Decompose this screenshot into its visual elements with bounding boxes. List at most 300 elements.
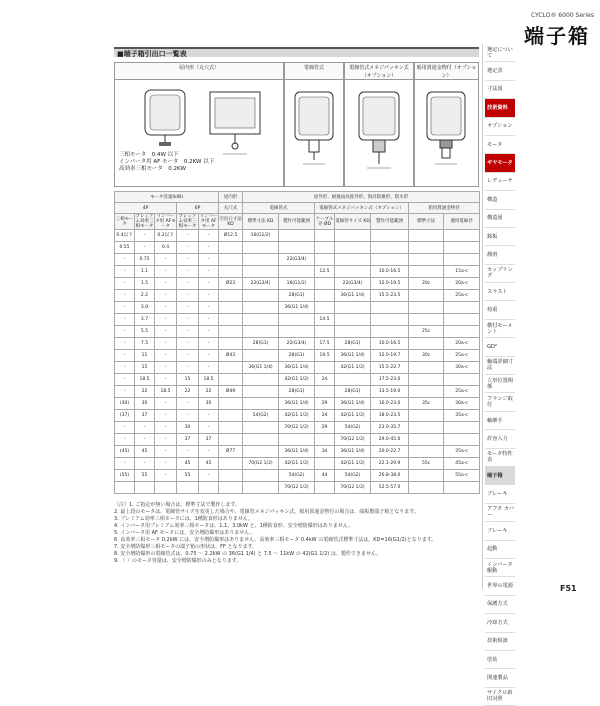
table-cell: -	[177, 314, 199, 326]
table-cell	[243, 434, 279, 446]
th-premium: プレミアム効率三相モータ	[135, 214, 154, 229]
table-cell	[315, 326, 335, 338]
table-cell	[243, 350, 279, 362]
table-cell	[409, 302, 444, 314]
table-row	[115, 326, 480, 338]
table-cell: 42(G1 1/2)	[335, 458, 371, 470]
sidebar-item[interactable]: オプション	[485, 118, 515, 136]
table-cell: 19.5	[315, 350, 335, 362]
table-cell: -	[135, 434, 155, 446]
illustration-marine	[414, 80, 479, 187]
table-cell: 15.5-22.7	[371, 362, 409, 374]
table-cell: -	[177, 290, 199, 302]
sidebar-item[interactable]: 軸継手	[485, 412, 515, 430]
table-cell: -	[155, 290, 177, 302]
sidebar-item[interactable]: GD²	[485, 338, 515, 356]
th-std-size: 標準寸法 KD	[243, 214, 279, 230]
table-cell: 0.75	[135, 254, 155, 266]
footnote: （注）1. ご指定が無い場合は、標準寸法で製作します。	[114, 502, 240, 508]
illustration-meneji	[344, 80, 414, 187]
sidebar-item[interactable]: 許容入力	[485, 430, 515, 448]
sidebar-item[interactable]: 軸端詳細寸法	[485, 357, 515, 375]
sidebar-item[interactable]: 冷却方式	[485, 614, 515, 632]
sidebar-item[interactable]: スラスト	[485, 283, 515, 301]
table-row	[115, 314, 480, 326]
table-row	[115, 458, 480, 470]
table-cell: -	[177, 410, 199, 422]
sidebar-item[interactable]: サイクロ新旧対照	[485, 688, 515, 706]
footnote: 2. 最上段のモータは、電線管サイズを変更した場合や、電線管メネジパッキン式、船用貫通金物付の場合は、端板製端子箱となります。	[114, 509, 419, 515]
sidebar-item[interactable]: 端子箱	[485, 467, 515, 485]
table-cell: -	[155, 374, 177, 386]
table-cell: 12.0-19.5	[371, 278, 409, 290]
table-cell: 30	[199, 398, 219, 410]
table-cell	[409, 434, 444, 446]
table-cell: 28(G1)	[279, 290, 315, 302]
series-label: CYCLO® 6000 Series	[531, 12, 594, 19]
table-cell	[279, 326, 315, 338]
table-cell	[243, 254, 279, 266]
header-marine: 船用貫通金物付（オプション）	[414, 62, 479, 80]
header-meneji: 電線管式メネジパッキン式（オプション）	[344, 62, 414, 80]
table-cell: 30	[135, 398, 155, 410]
table-cell	[371, 314, 409, 326]
table-cell: 25a-c	[444, 350, 480, 362]
table-cell	[243, 386, 279, 398]
table-cell	[219, 470, 243, 482]
table-row	[115, 302, 480, 314]
table-cell: -	[155, 326, 177, 338]
table-cell: 28(G1)	[335, 386, 371, 398]
table-cell: 15a-c	[444, 266, 480, 278]
th-marine-std: 標準寸法	[409, 214, 444, 230]
table-cell	[335, 314, 371, 326]
table-cell: 30a-c	[444, 362, 480, 374]
capacity-higheff: 高効率三相モータ 0.2KW	[119, 166, 186, 172]
table-cell	[315, 434, 335, 446]
sidebar-item[interactable]: 構造図	[485, 210, 515, 228]
sidebar-item[interactable]: ギヤモータ	[485, 154, 515, 172]
table-cell: -	[115, 362, 135, 374]
table-cell: 3.7	[135, 314, 155, 326]
table-cell: 18.5	[199, 374, 219, 386]
table-cell: 22(G3/4)	[335, 278, 371, 290]
table-cell: 36(G1 1/4)	[335, 350, 371, 362]
table-cell: (45)	[115, 446, 135, 458]
header-indoor: 屋内形（丸穴式）	[114, 62, 284, 80]
sidebar-item[interactable]: 選定について	[485, 44, 515, 62]
table-cell	[409, 230, 444, 242]
sidebar-item[interactable]: 荷重	[485, 301, 515, 319]
table-cell: 28(G1)	[279, 350, 315, 362]
table-row	[115, 446, 480, 458]
table-cell: 36(G1 1/4)	[279, 362, 315, 374]
table-cell: 25a-c	[444, 386, 480, 398]
table-cell	[219, 362, 243, 374]
sidebar-item[interactable]: 立形位置関係	[485, 375, 515, 393]
th-row2: 屋外形、耐風雨高度外形、海洋防塵形、防水形	[243, 192, 480, 203]
table-cell: -	[177, 446, 199, 458]
table-cell	[315, 482, 335, 494]
table-cell: 25c	[409, 326, 444, 338]
illustration-indoor	[114, 80, 284, 187]
table-cell: -	[155, 458, 177, 470]
table-cell	[243, 374, 279, 386]
sidebar-item[interactable]: 技術資料	[485, 99, 515, 117]
table-cell	[315, 278, 335, 290]
table-cell	[409, 338, 444, 350]
table-cell	[409, 446, 444, 458]
table-cell: 30a-c	[444, 398, 480, 410]
table-cell: -	[135, 242, 155, 254]
table-cell	[219, 410, 243, 422]
table-cell: 42(G1 1/2)	[279, 374, 315, 386]
table-cell: Ø12.5	[219, 230, 243, 242]
table-cell: 25a-c	[444, 290, 480, 302]
table-cell: -	[177, 302, 199, 314]
table-cell: -	[177, 362, 199, 374]
table-cell: 20c	[409, 278, 444, 290]
table-cell	[279, 266, 315, 278]
table-cell: 22	[199, 386, 219, 398]
table-cell	[409, 314, 444, 326]
table-cell	[444, 230, 480, 242]
table-cell: (55)	[115, 470, 135, 482]
table-cell: 5.5	[135, 326, 155, 338]
th-range2: 製作可能範囲	[371, 214, 409, 230]
table-cell	[219, 422, 243, 434]
table-row	[115, 470, 480, 482]
capacity-3phase: 三相モータ 0.4W 以下	[119, 152, 179, 158]
table-cell: 36(G1 1/4)	[279, 398, 315, 410]
table-cell: 34	[315, 446, 335, 458]
table-cell: 14.5	[315, 314, 335, 326]
table-cell: 22(G3/4)	[279, 338, 315, 350]
table-cell: -	[135, 458, 155, 470]
table-cell: -	[155, 446, 177, 458]
table-cell	[335, 266, 371, 278]
table-cell: -	[177, 230, 199, 242]
table-cell	[409, 254, 444, 266]
table-cell: -	[115, 422, 135, 434]
table-cell	[371, 302, 409, 314]
th-conduit-size: 電線管サイズ KD	[335, 214, 371, 230]
table-cell: 1.1	[135, 266, 155, 278]
table-cell: 45	[135, 446, 155, 458]
table-cell: -	[155, 422, 177, 434]
table-row	[115, 266, 480, 278]
table-cell: 29.0-45.0	[371, 434, 409, 446]
table-cell: -	[115, 434, 135, 446]
sidebar-item[interactable]: 塗装	[485, 651, 515, 669]
sidebar-item[interactable]: 潤滑	[485, 246, 515, 264]
terminal-box-illustrations	[114, 62, 479, 187]
table-cell: 55	[177, 470, 199, 482]
sidebar-item[interactable]: 技術相談	[485, 633, 515, 651]
table-cell	[444, 302, 480, 314]
sidebar-index	[485, 44, 515, 706]
table-cell	[409, 386, 444, 398]
th-case: 屋内形	[219, 192, 243, 203]
table-cell: Ø43	[219, 350, 243, 362]
table-row	[115, 410, 480, 422]
table-cell	[371, 242, 409, 254]
table-cell: 54(G2)	[279, 470, 315, 482]
sidebar-item[interactable]: フランジ取付	[485, 393, 515, 411]
table-cell: -	[155, 434, 177, 446]
sidebar-item[interactable]: カップリング	[485, 265, 515, 283]
table-cell: -	[199, 290, 219, 302]
table-cell: 54(G2)	[243, 410, 279, 422]
table-cell: 1.5	[135, 278, 155, 290]
table-cell: -	[155, 410, 177, 422]
sidebar-item[interactable]: レデューサ	[485, 173, 515, 191]
table-cell: 70(G2 1/2)	[243, 458, 279, 470]
sidebar-item[interactable]: 選定表	[485, 62, 515, 80]
table-row	[115, 338, 480, 350]
table-body	[115, 230, 480, 494]
table-cell	[219, 254, 243, 266]
table-cell: -	[155, 314, 177, 326]
table-cell	[243, 266, 279, 278]
table-cell	[243, 446, 279, 458]
sidebar-item[interactable]: 構造	[485, 191, 515, 209]
sidebar-item[interactable]: 保護方式	[485, 596, 515, 614]
table-cell: -	[135, 422, 155, 434]
table-cell: 54(G2)	[335, 422, 371, 434]
table-cell	[315, 362, 335, 374]
table-cell: -	[199, 314, 219, 326]
table-cell: -	[177, 350, 199, 362]
table-cell: 36(G1 1/4)	[335, 446, 371, 458]
th-meneji: 電線管式メネジパッキン式（オプション）	[315, 203, 409, 214]
table-cell: 12.5	[315, 266, 335, 278]
table-cell: -	[135, 230, 155, 242]
sidebar-item[interactable]: ブレーキ	[485, 485, 515, 503]
table-row	[115, 482, 480, 494]
table-cell: 52.5-57.0	[371, 482, 409, 494]
table-cell	[444, 434, 480, 446]
table-cell: 20.0-22.7	[371, 446, 409, 458]
table-cell: 22	[135, 386, 155, 398]
sidebar-item[interactable]: 横付モーメント	[485, 320, 515, 338]
table-cell: 28(G1)	[243, 338, 279, 350]
table-row	[115, 254, 480, 266]
table-cell	[243, 470, 279, 482]
table-cell: 55a-c	[444, 470, 480, 482]
table-cell: 44	[315, 470, 335, 482]
table-cell: 45	[177, 458, 199, 470]
table-cell	[155, 482, 177, 494]
table-cell: 36(G1 1/4)	[335, 290, 371, 302]
sidebar-item[interactable]: 起動	[485, 541, 515, 559]
table-cell: 18.5	[155, 386, 177, 398]
table-cell	[279, 242, 315, 254]
table-cell	[409, 410, 444, 422]
table-cell	[219, 482, 243, 494]
table-cell: 70(G2 1/2)	[279, 482, 315, 494]
table-cell: 24	[315, 410, 335, 422]
table-cell: 26.8-38.0	[371, 470, 409, 482]
sidebar-item[interactable]: 銘板	[485, 228, 515, 246]
table-cell: -	[177, 338, 199, 350]
table-cell	[335, 230, 371, 242]
table-cell: 37	[135, 410, 155, 422]
table-cell: 28(G1)	[279, 386, 315, 398]
table-row	[115, 350, 480, 362]
table-cell	[335, 326, 371, 338]
th-3phase: 三相モータ	[115, 214, 135, 230]
table-cell: 42(G1 1/2)	[279, 458, 315, 470]
table-cell	[444, 482, 480, 494]
table-cell: 0.4	[155, 242, 177, 254]
sidebar-item[interactable]: インバータ駆動	[485, 559, 515, 577]
table-cell: -	[199, 242, 219, 254]
table-cell: 45a-c	[444, 458, 480, 470]
table-cell: -	[199, 278, 219, 290]
table-cell: 35c	[409, 398, 444, 410]
table-cell: 15	[135, 362, 155, 374]
table-cell	[335, 374, 371, 386]
table-cell: -	[115, 386, 135, 398]
table-cell: 70(G2 1/2)	[279, 422, 315, 434]
table-cell: 22	[177, 386, 199, 398]
table-cell: 0.2以下	[155, 230, 177, 242]
table-cell	[409, 470, 444, 482]
footnote: 7. 安全増防爆形三相モータの端子箱の形状は、FF となります。	[114, 544, 258, 550]
table-cell: 70(G2 1/2)	[335, 434, 371, 446]
sidebar-item[interactable]: 関連製品	[485, 669, 515, 687]
table-cell: 17.5-23.0	[371, 374, 409, 386]
table-cell	[219, 434, 243, 446]
table-cell: 7.5	[135, 338, 155, 350]
table-cell	[444, 314, 480, 326]
table-cell	[315, 230, 335, 242]
th-hikidashi: 引出口寸法 KD	[219, 214, 243, 230]
table-cell: -	[199, 470, 219, 482]
table-cell: -	[177, 254, 199, 266]
sidebar-item[interactable]: アフタ カバー	[485, 504, 515, 522]
th-motor-capacity: モータ容量(kW)	[115, 192, 219, 203]
table-cell	[315, 386, 335, 398]
sidebar-item[interactable]: 寸法図	[485, 81, 515, 99]
table-cell: 20a-c	[444, 338, 480, 350]
table-cell: 35a-c	[444, 446, 480, 458]
table-cell	[409, 482, 444, 494]
table-cell: -	[115, 266, 135, 278]
table-cell	[219, 266, 243, 278]
footnote: 5. インバータ用 AF モータには、安全増防爆形はありません。	[114, 530, 255, 536]
table-cell: -	[115, 290, 135, 302]
capacity-inverter: インバータ用 AF モータ 0.2KW 以下	[119, 159, 215, 165]
sidebar-divider	[482, 44, 483, 589]
table-cell: 3.0	[135, 302, 155, 314]
table-cell: 30	[177, 422, 199, 434]
table-cell: 10.0-16.5	[371, 266, 409, 278]
th-4p: 4P	[115, 203, 177, 214]
table-cell	[243, 302, 279, 314]
table-cell: 55	[135, 470, 155, 482]
th-inverter: インバータ用 AFモータ	[155, 214, 176, 229]
table-cell: -	[155, 398, 177, 410]
table-cell: 16(G1/2)	[243, 230, 279, 242]
table-cell: 29	[315, 422, 335, 434]
table-cell: -	[199, 446, 219, 458]
table-cell	[315, 458, 335, 470]
footnote: 6. 高効率三相モータ 0.2kW には、安全増防爆形はありません。高効率三相モータ 0.4kW の電線管式標準寸法は、KD=16(G1/2)となります。	[114, 537, 437, 543]
table-cell: 15	[177, 374, 199, 386]
sidebar-item[interactable]: 世界の電源	[485, 577, 515, 595]
table-cell: -	[177, 266, 199, 278]
table-cell	[335, 302, 371, 314]
table-cell: -	[177, 242, 199, 254]
th-maru: 丸穴式	[219, 203, 243, 214]
table-cell: 42(G1 1/2)	[335, 362, 371, 374]
table-cell: 70(G2 1/2)	[335, 482, 371, 494]
table-cell: (30)	[115, 398, 135, 410]
table-cell: -	[199, 350, 219, 362]
table-cell: -	[199, 410, 219, 422]
table-cell	[243, 326, 279, 338]
table-cell	[409, 266, 444, 278]
table-cell: -	[199, 230, 219, 242]
table-cell	[219, 302, 243, 314]
table-cell	[243, 290, 279, 302]
footnotes	[114, 502, 484, 565]
table-row	[115, 230, 480, 242]
table-cell	[219, 242, 243, 254]
table-cell: 24	[315, 374, 335, 386]
sidebar-item[interactable]: モータ特性表	[485, 449, 515, 467]
table-cell: 17.5	[315, 338, 335, 350]
table-cell: -	[115, 278, 135, 290]
table-cell: 45	[199, 458, 219, 470]
table-cell: -	[155, 338, 177, 350]
table-cell	[219, 326, 243, 338]
table-cell	[409, 242, 444, 254]
table-cell: -	[115, 254, 135, 266]
table-cell: -	[155, 278, 177, 290]
table-row	[115, 278, 480, 290]
table-cell	[243, 482, 279, 494]
table-cell	[219, 338, 243, 350]
table-cell: 37	[199, 434, 219, 446]
table-row	[115, 242, 480, 254]
table-cell: 13.5-19.0	[371, 386, 409, 398]
th-premium2: プレミアム効率三相モータ	[178, 214, 197, 229]
table-cell: 54(G2)	[335, 470, 371, 482]
table-cell: (37)	[115, 410, 135, 422]
table-cell: -	[199, 266, 219, 278]
table-cell	[371, 230, 409, 242]
footnote: 3. プレミアム効率三相モータには、1種防食形はありません。	[114, 516, 254, 522]
table-cell	[219, 314, 243, 326]
table-cell: 22.1-29.9	[371, 458, 409, 470]
sidebar-item[interactable]: ブレーキ	[485, 522, 515, 540]
table-cell: -	[199, 362, 219, 374]
sidebar-item[interactable]: モータ	[485, 136, 515, 154]
table-cell	[335, 254, 371, 266]
table-cell	[371, 326, 409, 338]
table-cell: -	[177, 278, 199, 290]
table-cell	[371, 254, 409, 266]
table-cell: 36(G1 1/4)	[279, 302, 315, 314]
table-cell	[444, 422, 480, 434]
table-cell	[219, 290, 243, 302]
table-cell	[409, 362, 444, 374]
table-row	[115, 422, 480, 434]
page-title: 端子箱	[524, 24, 590, 48]
